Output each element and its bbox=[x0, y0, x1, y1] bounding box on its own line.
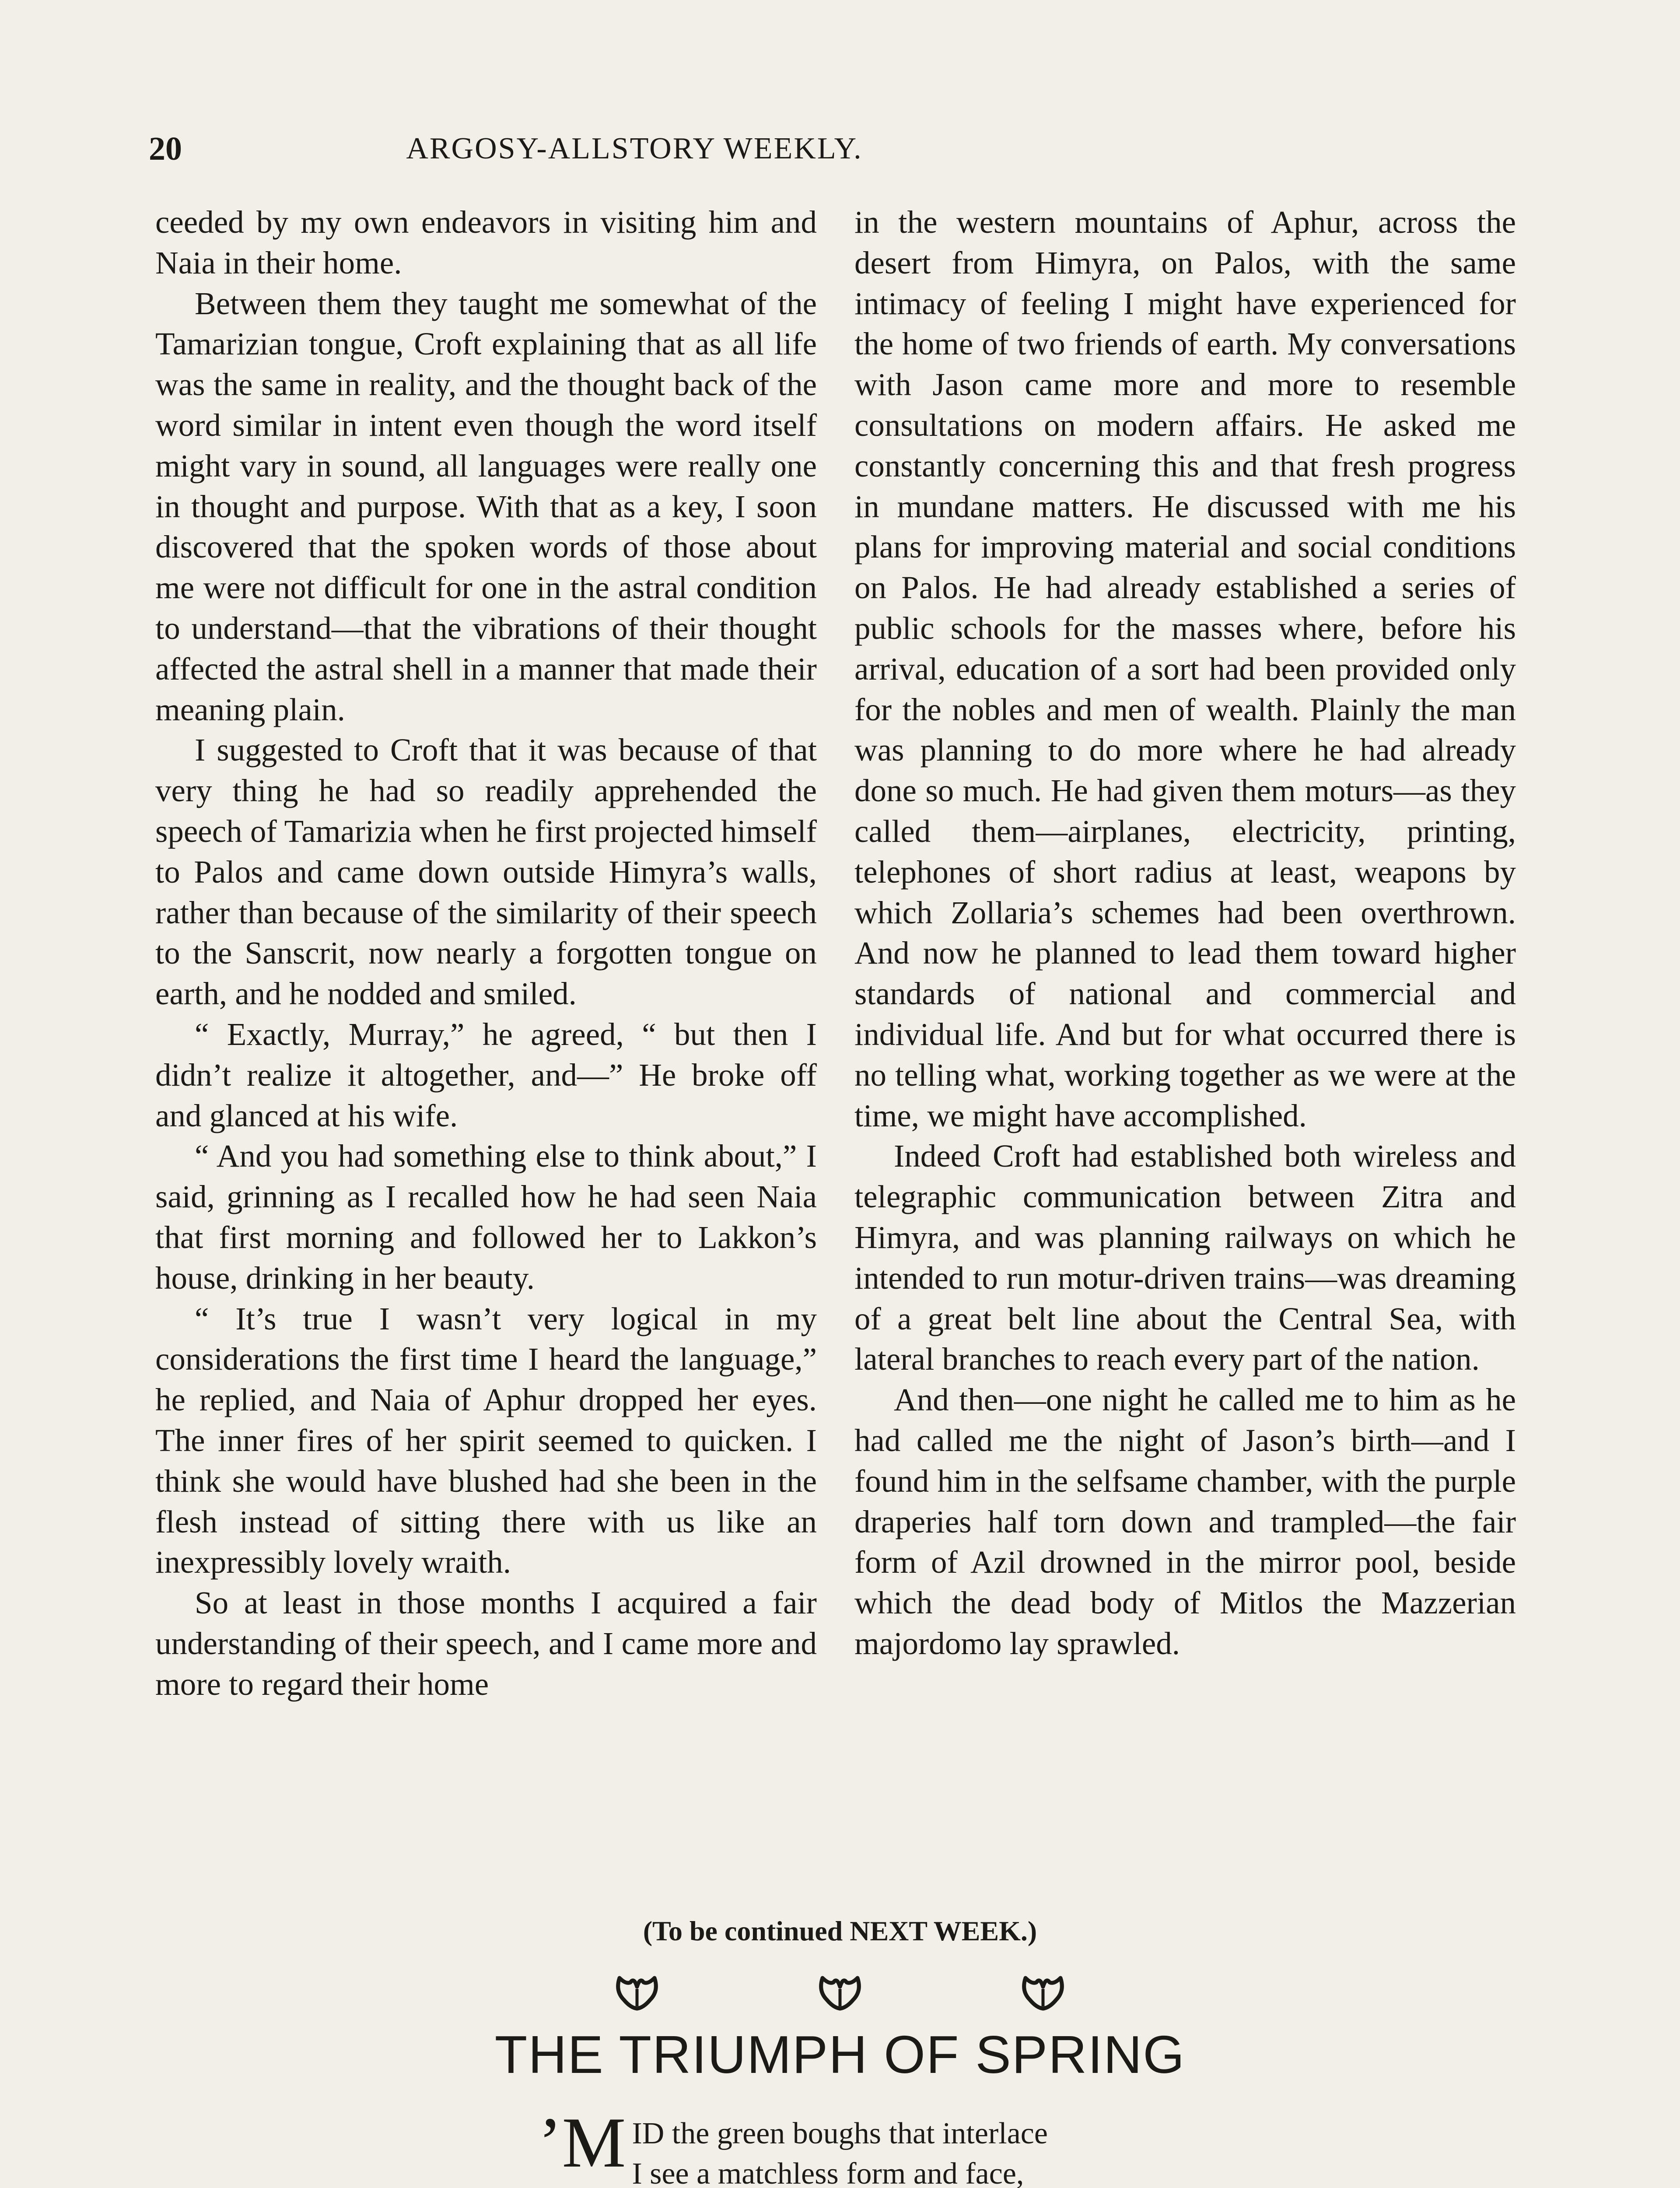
paragraph: So at least in those months I acquired a fair understanding of their speech, and I came more and more to regard their home bbox=[155, 1585, 817, 1702]
poem-line: I see a matchless form and face, bbox=[632, 2157, 1024, 2188]
poem-title: THE TRIUMPH OF SPRING bbox=[494, 2025, 1186, 2084]
paragraph: in the western mountains of Aphur, across the desert from Himyra, on Palos, with the same intimacy of feeling I might have experienced for the home of two friends of earth. My conversations with Jason came more and more to resemble consultations on modern affairs. He asked me constantly concerning this and that fresh progress in mundane matters. He discussed with me his plans for improving material and social conditions on Palos. He had already established a series of public schools for the masses where, before his arrival, education of a sort had been provided only for the nobles and men of wealth. Plainly the man was planning to do more where he had already done so much. He had given them moturs—as they called them—airplanes, electricity, printing, telephones of short radius at least, weapons by which Zollaria’s schemes had been overthrown. And now he planned to lead them toward higher standards of national and commercial and individual life. And but for what occurred there is no telling what, working together as we were at the time, we might have accomplished. bbox=[854, 204, 1516, 1133]
paragraph: ceeded by my own endeavors in visiting him and Naia in their home. bbox=[155, 204, 817, 281]
tulip-ornament-icon bbox=[1019, 1974, 1067, 2013]
paragraph: “ Exactly, Murray,” he agreed, “ but then I didn’t realize it altogether, and—” He broke off and glanced at his wife. bbox=[155, 1016, 817, 1133]
paragraph: “ It’s true I wasn’t very logical in my considerations the first time I heard the language,” he replied, and Naia of Aphur dropped her eyes. The inner fires of her spirit seemed to quicken. I think she would have blushed had she been in the flesh instead of sitting there with us like an inexpressibly lovely wraith. bbox=[155, 1301, 817, 1580]
paragraph: Indeed Croft had established both wireless and telegraphic communication between Zitra and Himyra, and was planning railways on which he intended to run motur-driven trains—was dreaming of a great belt line about the Central Sea, with lateral branches to reach every part of the nation. bbox=[854, 1138, 1516, 1377]
paragraph: “ And you had something else to think about,” I said, grinning as I recalled how he had seen Naia that first morning and followed her to Lakkon’s house, drinking in her beauty. bbox=[155, 1138, 817, 1296]
continued-notice: (To be continued NEXT WEEK.) bbox=[643, 1915, 1037, 1946]
right-column bbox=[854, 202, 1516, 1664]
poem-line: ID the green boughs that interlace bbox=[632, 2117, 1048, 2150]
page-number: 20 bbox=[149, 130, 182, 167]
ornament-row bbox=[0, 1974, 1680, 2017]
paragraph: And then—one night he called me to him as he had called me the night of Jason’s birth—and I found him in the selfsame chamber, with the purple draperies half torn down and trampled—the fair form of Azil drowned in the mirror pool, beside which the dead body of Mitlos the Mazzerian majordomo lay sprawled. bbox=[854, 1382, 1516, 1661]
tulip-ornament-icon bbox=[816, 1974, 864, 2013]
story-columns bbox=[155, 202, 1529, 1935]
left-column bbox=[155, 202, 817, 1704]
poem-drop-cap: ’M bbox=[538, 2103, 626, 2182]
page-header bbox=[149, 127, 1120, 175]
poem bbox=[538, 2103, 1203, 2188]
tulip-ornament-icon bbox=[613, 1974, 661, 2013]
paragraph: Between them they taught me somewhat of the Tamarizian tongue, Croft explaining that as all life was the same in reality, and the thought back of the word similar in intent even though the word itself might vary in sound, all languages were really one in thought and purpose. With that as a key, I soon discovered that the spoken words of those about me were not difficult for one in the astral condition to understand—that the vibrations of their thought affected the astral shell in a manner that made their meaning plain. bbox=[155, 285, 817, 727]
running-head: ARGOSY-ALLSTORY WEEKLY. bbox=[406, 132, 863, 165]
paragraph: I suggested to Croft that it was because of that very thing he had so readily apprehended the speech of Tamarizia when he first projected himself to Palos and came down outside Himyra’s walls, rather than because of the similarity of their speech to the Sanscrit, now nearly a forgotten tongue on earth, and he nodded and smiled. bbox=[155, 732, 817, 1012]
